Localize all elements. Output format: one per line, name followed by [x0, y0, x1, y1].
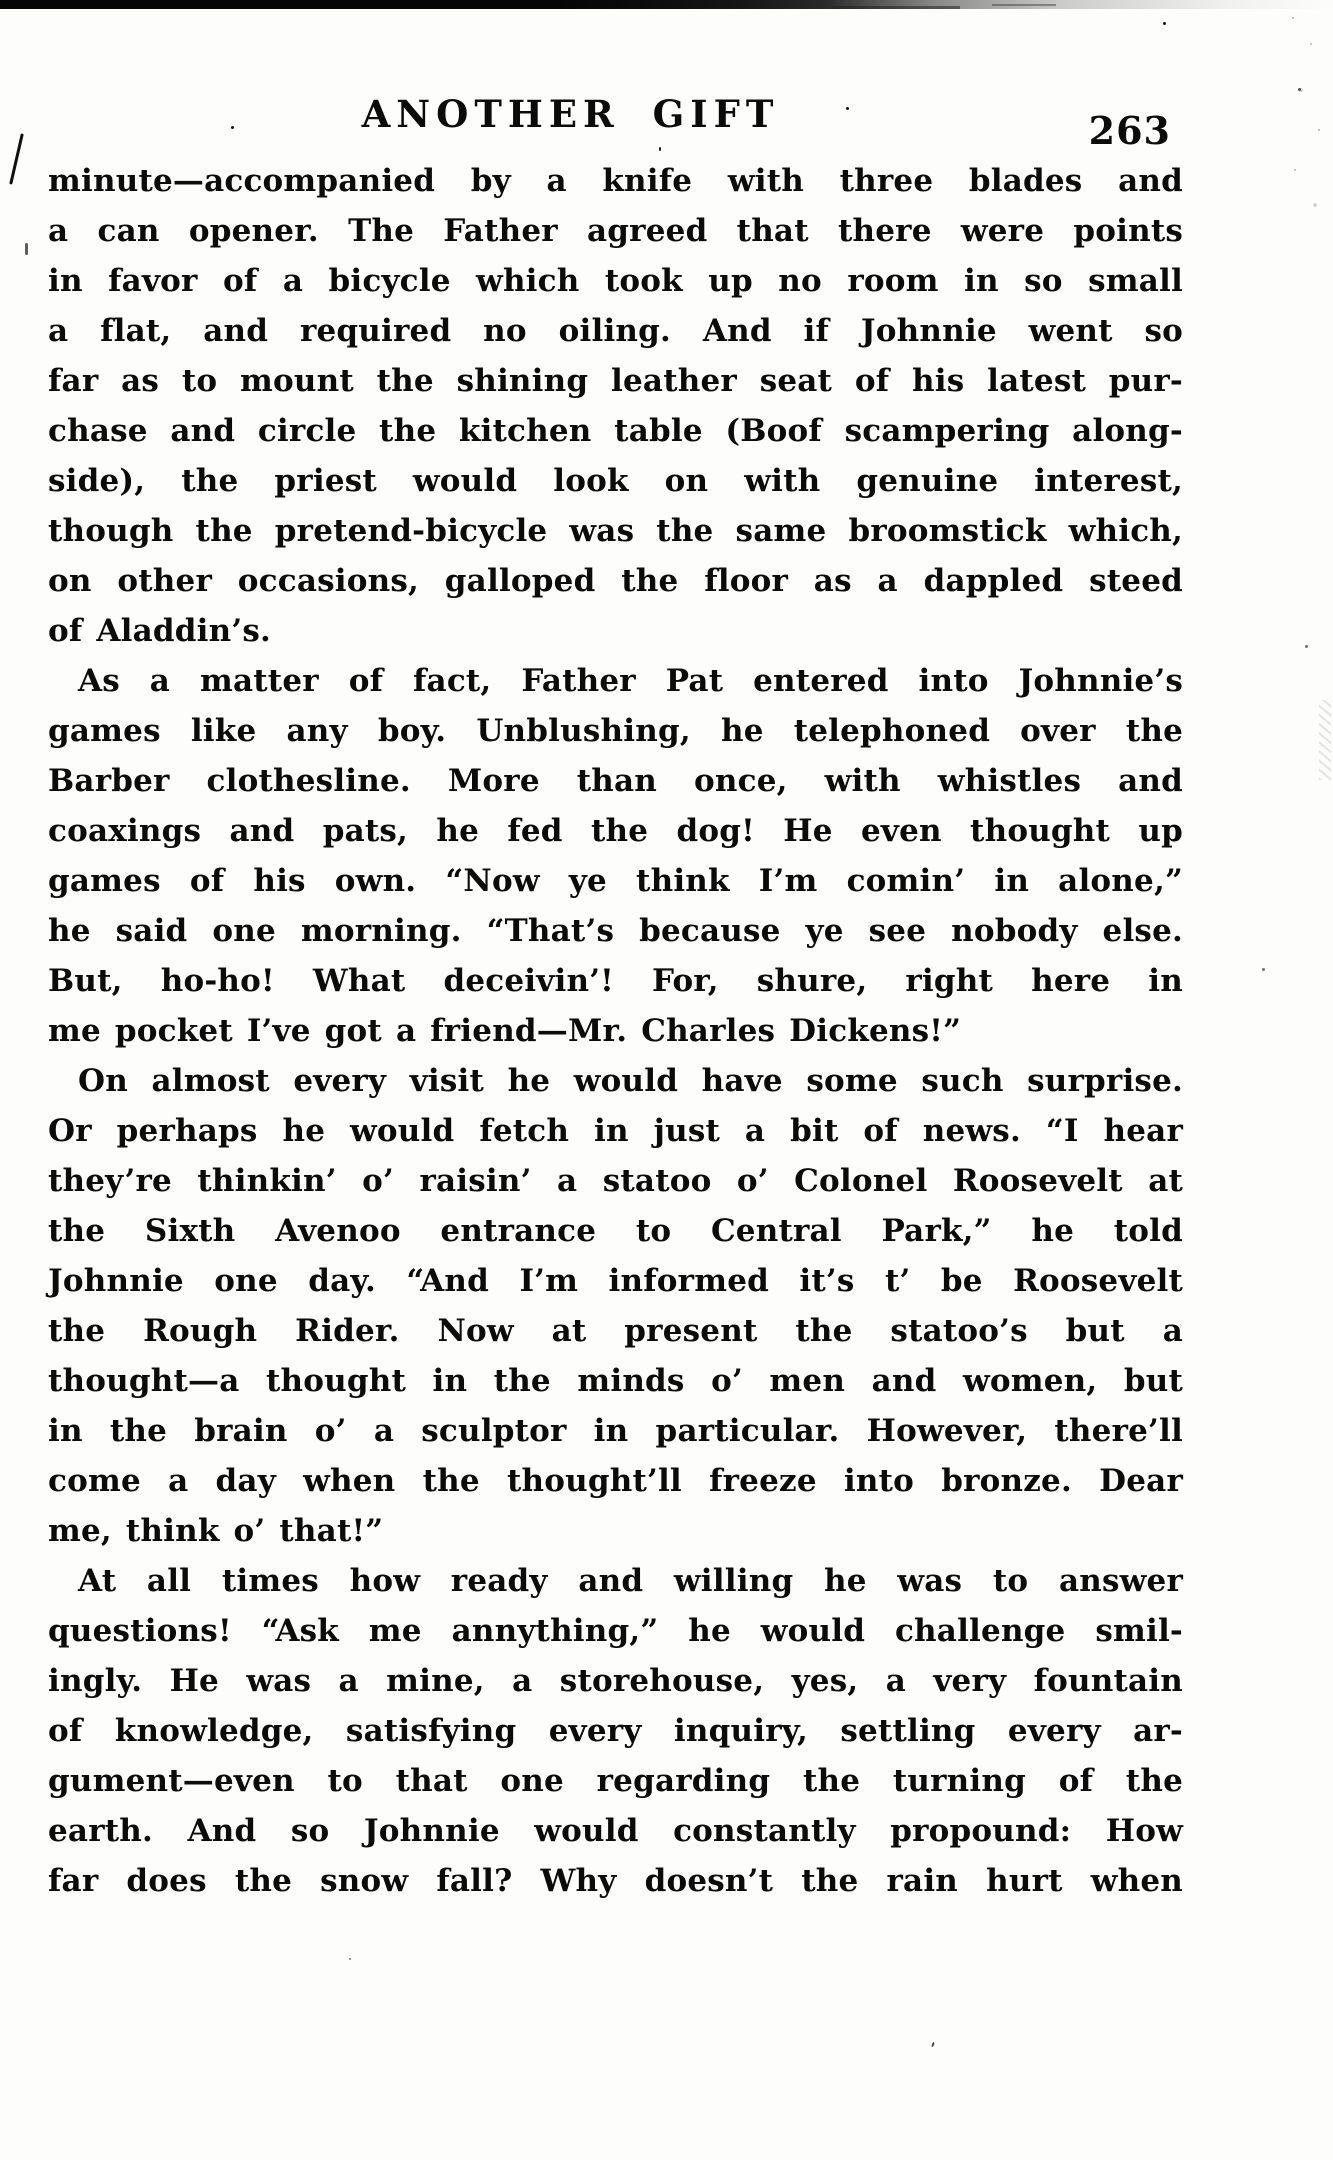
scan-speckle: [1305, 645, 1308, 648]
text-line: the Sixth Avenoo entrance to Central Park,” he told: [48, 1213, 1183, 1249]
scan-artifact-top-fragment: [992, 4, 1056, 6]
text-line: me, think o’ that!”: [48, 1513, 384, 1549]
text-block: [48, 156, 1183, 1906]
scan-speckle: [1298, 88, 1301, 91]
text-line: chase and circle the kitchen table (Boof scampering along-: [48, 413, 1183, 449]
text-line: of Aladdin’s.: [48, 613, 272, 649]
paragraph: [48, 156, 1183, 656]
text-line: on other occasions, galloped the floor as a dappled steed: [48, 563, 1183, 599]
scan-speckle: [931, 2042, 935, 2047]
scan-artifact-corner-smudge: [1281, 0, 1333, 240]
text-line: At all times how ready and willing he was to answer: [78, 1563, 1183, 1599]
text-line: questions! “Ask me annything,” he would challenge smil-: [48, 1613, 1183, 1649]
paragraph: [48, 656, 1183, 1056]
text-line: Or perhaps he would fetch in just a bit of news. “I hear: [48, 1113, 1183, 1149]
text-line: far does the snow fall? Why doesn’t the rain hurt when: [48, 1863, 1183, 1899]
scan-artifact-top-fragment: [832, 6, 960, 9]
scan-speckle: [349, 1958, 351, 1960]
text-line: in favor of a bicycle which took up no room in so small: [48, 263, 1183, 299]
text-line: Johnnie one day. “And I’m informed it’s t’ be Roosevelt: [48, 1263, 1183, 1299]
text-line: they’re thinkin’ o’ raisin’ a statoo o’ Colonel Roosevelt at: [48, 1163, 1183, 1199]
text-line: far as to mount the shining leather seat of his latest pur-: [48, 363, 1183, 399]
text-line: he said one morning. “That’s because ye see nobody else.: [48, 913, 1183, 949]
paragraph: [48, 1556, 1183, 1906]
scan-artifact-top-band: [0, 0, 1333, 9]
scan-artifact-margin-mark: [9, 133, 24, 184]
scan-speckle: [1262, 968, 1265, 971]
paragraph: [48, 1056, 1183, 1556]
text-line: coaxings and pats, he fed the dog! He even thought up: [48, 813, 1183, 849]
text-line: As a matter of fact, Father Pat entered into Johnnie’s: [78, 663, 1183, 699]
text-line: games of his own. “Now ye think I’m comin’ in alone,”: [48, 863, 1183, 899]
text-line: gument—even to that one regarding the turning of the: [48, 1763, 1183, 1799]
text-line: come a day when the thought’ll freeze into bronze. Dear: [48, 1463, 1183, 1499]
text-line: me pocket I’ve got a friend—Mr. Charles Dickens!”: [48, 1013, 962, 1049]
text-line: side), the priest would look on with genuine interest,: [48, 463, 1183, 499]
text-line: games like any boy. Unblushing, he telephoned over the: [48, 713, 1183, 749]
text-line: Barber clothesline. More than once, with whistles and: [48, 763, 1183, 799]
text-line: though the pretend-bicycle was the same broomstick which,: [48, 513, 1183, 549]
text-line: in the brain o’ a sculptor in particular. However, there’ll: [48, 1413, 1183, 1449]
text-line: ingly. He was a mine, a storehouse, yes, a very fountain: [48, 1663, 1183, 1699]
text-line: But, ho-ho! What deceivin’! For, shure, right here in: [48, 963, 1183, 999]
text-line: of knowledge, satisfying every inquiry, settling every ar-: [48, 1713, 1183, 1749]
text-line: minute—accompanied by a knife with three blades and: [48, 163, 1183, 199]
text-line: thought—a thought in the minds o’ men and women, but: [48, 1363, 1183, 1399]
text-line: the Rough Rider. Now at present the statoo’s but a: [48, 1313, 1183, 1349]
chapter-title: ANOTHER GIFT: [361, 92, 780, 136]
text-line: On almost every visit he would have some such surprise.: [78, 1063, 1183, 1099]
text-line: a can opener. The Father agreed that there were points: [48, 213, 1183, 249]
running-head: [48, 84, 1183, 153]
page-number: 263: [1088, 108, 1171, 153]
scan-artifact-edge-smudge: [1319, 700, 1331, 780]
text-line: earth. And so Johnnie would constantly propound: How: [48, 1813, 1183, 1849]
scan-speckle: [1163, 22, 1166, 25]
text-line: a flat, and required no oiling. And if Johnnie went so: [48, 313, 1183, 349]
scan-artifact-margin-mark: [25, 243, 28, 255]
